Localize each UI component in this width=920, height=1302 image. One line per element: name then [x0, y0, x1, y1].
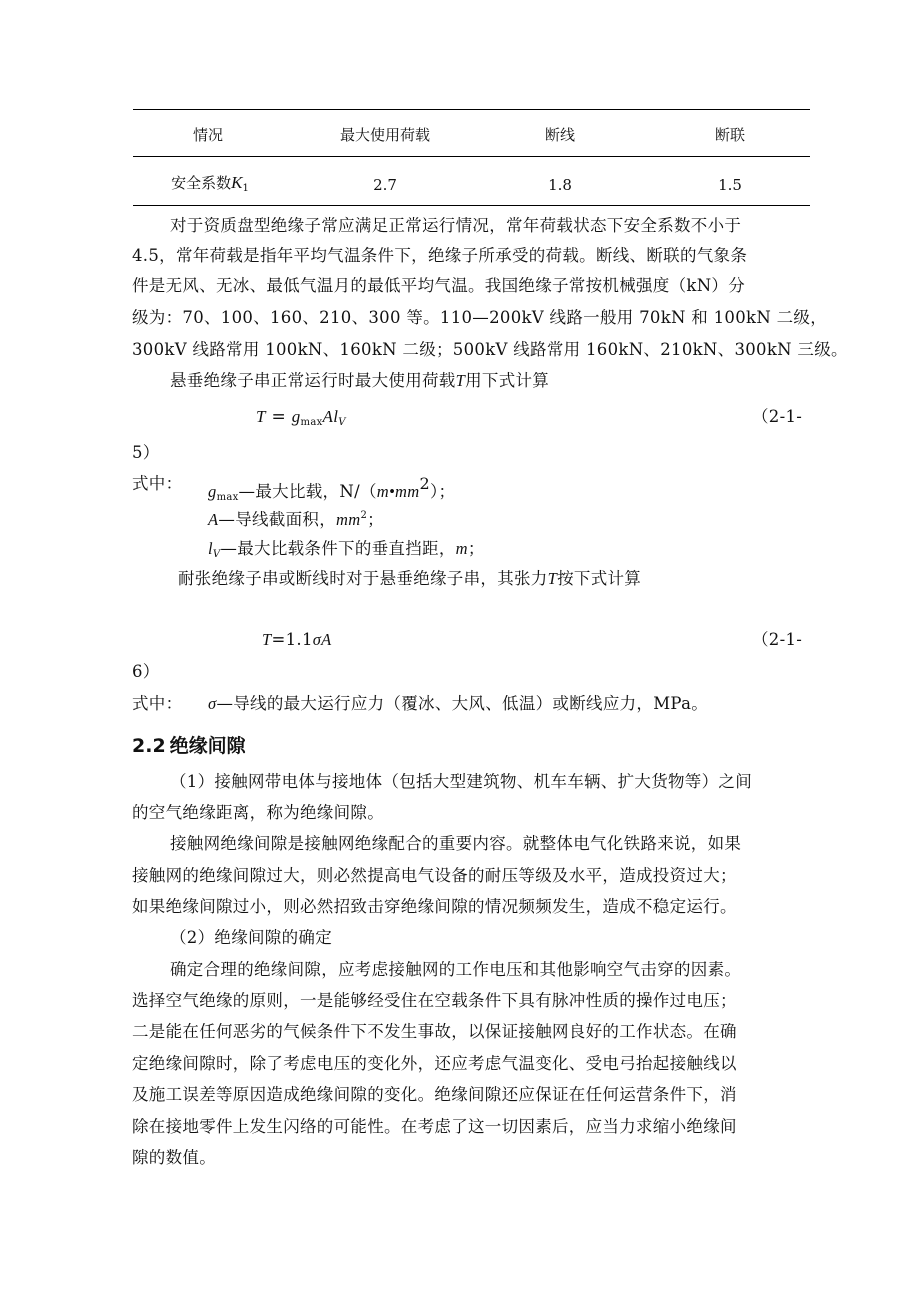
- paragraph-line: 及施工误差等原因造成绝缘间隙的变化。绝缘间隙还应保证在任何运营条件下，消: [132, 1085, 737, 1104]
- paragraph-line: 耐张绝缘子串或断线时对于悬垂绝缘子串，其张力T按下式计算: [178, 569, 642, 588]
- equation-number-cont: 6）: [132, 662, 160, 681]
- paragraph-line: 隙的数值。: [132, 1148, 216, 1167]
- paragraph-line: 对于资质盘型绝缘子常应满足正常运行情况，常年荷载状态下安全系数不小于: [170, 216, 742, 235]
- equation-number: （2-1-: [752, 407, 803, 426]
- paragraph-line: （1）接触网带电体与接地体（包括大型建筑物、机车车辆、扩大货物等）之间: [170, 772, 752, 791]
- table-header-cell: 最大使用荷载: [339, 126, 430, 144]
- paragraph-line: 接触网绝缘间隙是接触网绝缘配合的重要内容。就整体电气化铁路来说，如果: [170, 834, 742, 853]
- where-prefix: 式中：: [132, 694, 183, 713]
- table-top-rule: [133, 109, 810, 110]
- where-item: σ—导线的最大运行应力（覆冰、大风、低温）或断线应力，MPa。: [208, 694, 709, 713]
- paragraph-line: 300kV 线路常用 100kN、160kN 二级；500kV 线路常用 160kN、210kN、300kN 三级。: [132, 340, 848, 359]
- equation: $T = g_{max}Al_V$: [256, 407, 346, 428]
- paragraph-line: 4.5，常年荷载是指年平均气温条件下，绝缘子所承受的荷载。断线、断联的气象条: [132, 246, 748, 265]
- equation-number-cont: 5）: [132, 443, 160, 462]
- where-prefix: 式中：: [132, 474, 183, 493]
- equation: T=1.1σA: [262, 630, 332, 649]
- table-header-cell: 断线: [544, 126, 575, 144]
- paragraph-line: 悬垂绝缘子串正常运行时最大使用荷载T用下式计算: [170, 371, 550, 390]
- equation-number: （2-1-: [752, 630, 803, 649]
- paragraph-line: 二是能在任何恶劣的气候条件下不发生事故，以保证接触网良好的工作状态。在确: [132, 1022, 737, 1041]
- paragraph-line: 接触网的绝缘间隙过大，则必然提高电气设备的耐压等级及水平，造成投资过大；: [132, 866, 737, 885]
- table-cell: 1.8: [548, 176, 572, 194]
- paragraph-line: 件是无风、无冰、最低气温月的最低平均气温。我国绝缘子常按机械强度（kN）分: [132, 276, 746, 295]
- where-item: $g_{max}—$最大比载，N/（m•mm2）；: [208, 474, 456, 503]
- paragraph-line: 的空气绝缘距离，称为绝缘间隙。: [132, 803, 384, 822]
- table-cell: 1.5: [718, 176, 742, 194]
- paragraph-line: 除在接地零件上发生闪络的可能性。在考虑了这一切因素后，应当力求缩小绝缘间: [132, 1117, 737, 1136]
- paragraph-line: 如果绝缘间隙过小，则必然招致击穿绝缘间隙的情况频频发生，造成不稳定运行。: [132, 897, 737, 916]
- table-header-cell: 情况: [192, 126, 223, 144]
- where-item: $l_V—$最大比载条件下的垂直挡距，m；: [208, 539, 485, 560]
- table-row-label: 安全系数$K_1$: [171, 173, 249, 194]
- table-bottom-rule: [133, 205, 810, 206]
- subheading: （2）绝缘间隙的确定: [170, 928, 332, 947]
- paragraph-line: 选择空气绝缘的原则，一是能够经受住在空载条件下具有脉冲性质的操作过电压；: [132, 991, 737, 1010]
- paragraph-line: 确定合理的绝缘间隙，应考虑接触网的工作电压和其他影响空气击穿的因素。: [170, 960, 742, 979]
- table-header-cell: 断联: [714, 126, 745, 144]
- paragraph-line: 级为：70、100、160、210、300 等。110—200kV 线路一般用 70kN 和 100kN 二级，: [132, 308, 827, 327]
- table-cell: 2.7: [373, 176, 397, 194]
- paragraph-line: 定绝缘间隙时，除了考虑电压的变化外，还应考虑气温变化、受电弓抬起接触线以: [132, 1054, 737, 1073]
- where-item: A—导线截面积，$mm^2$；: [208, 510, 384, 529]
- table-mid-rule: [133, 156, 810, 157]
- section-heading: 2.2 绝缘间隙: [132, 735, 246, 757]
